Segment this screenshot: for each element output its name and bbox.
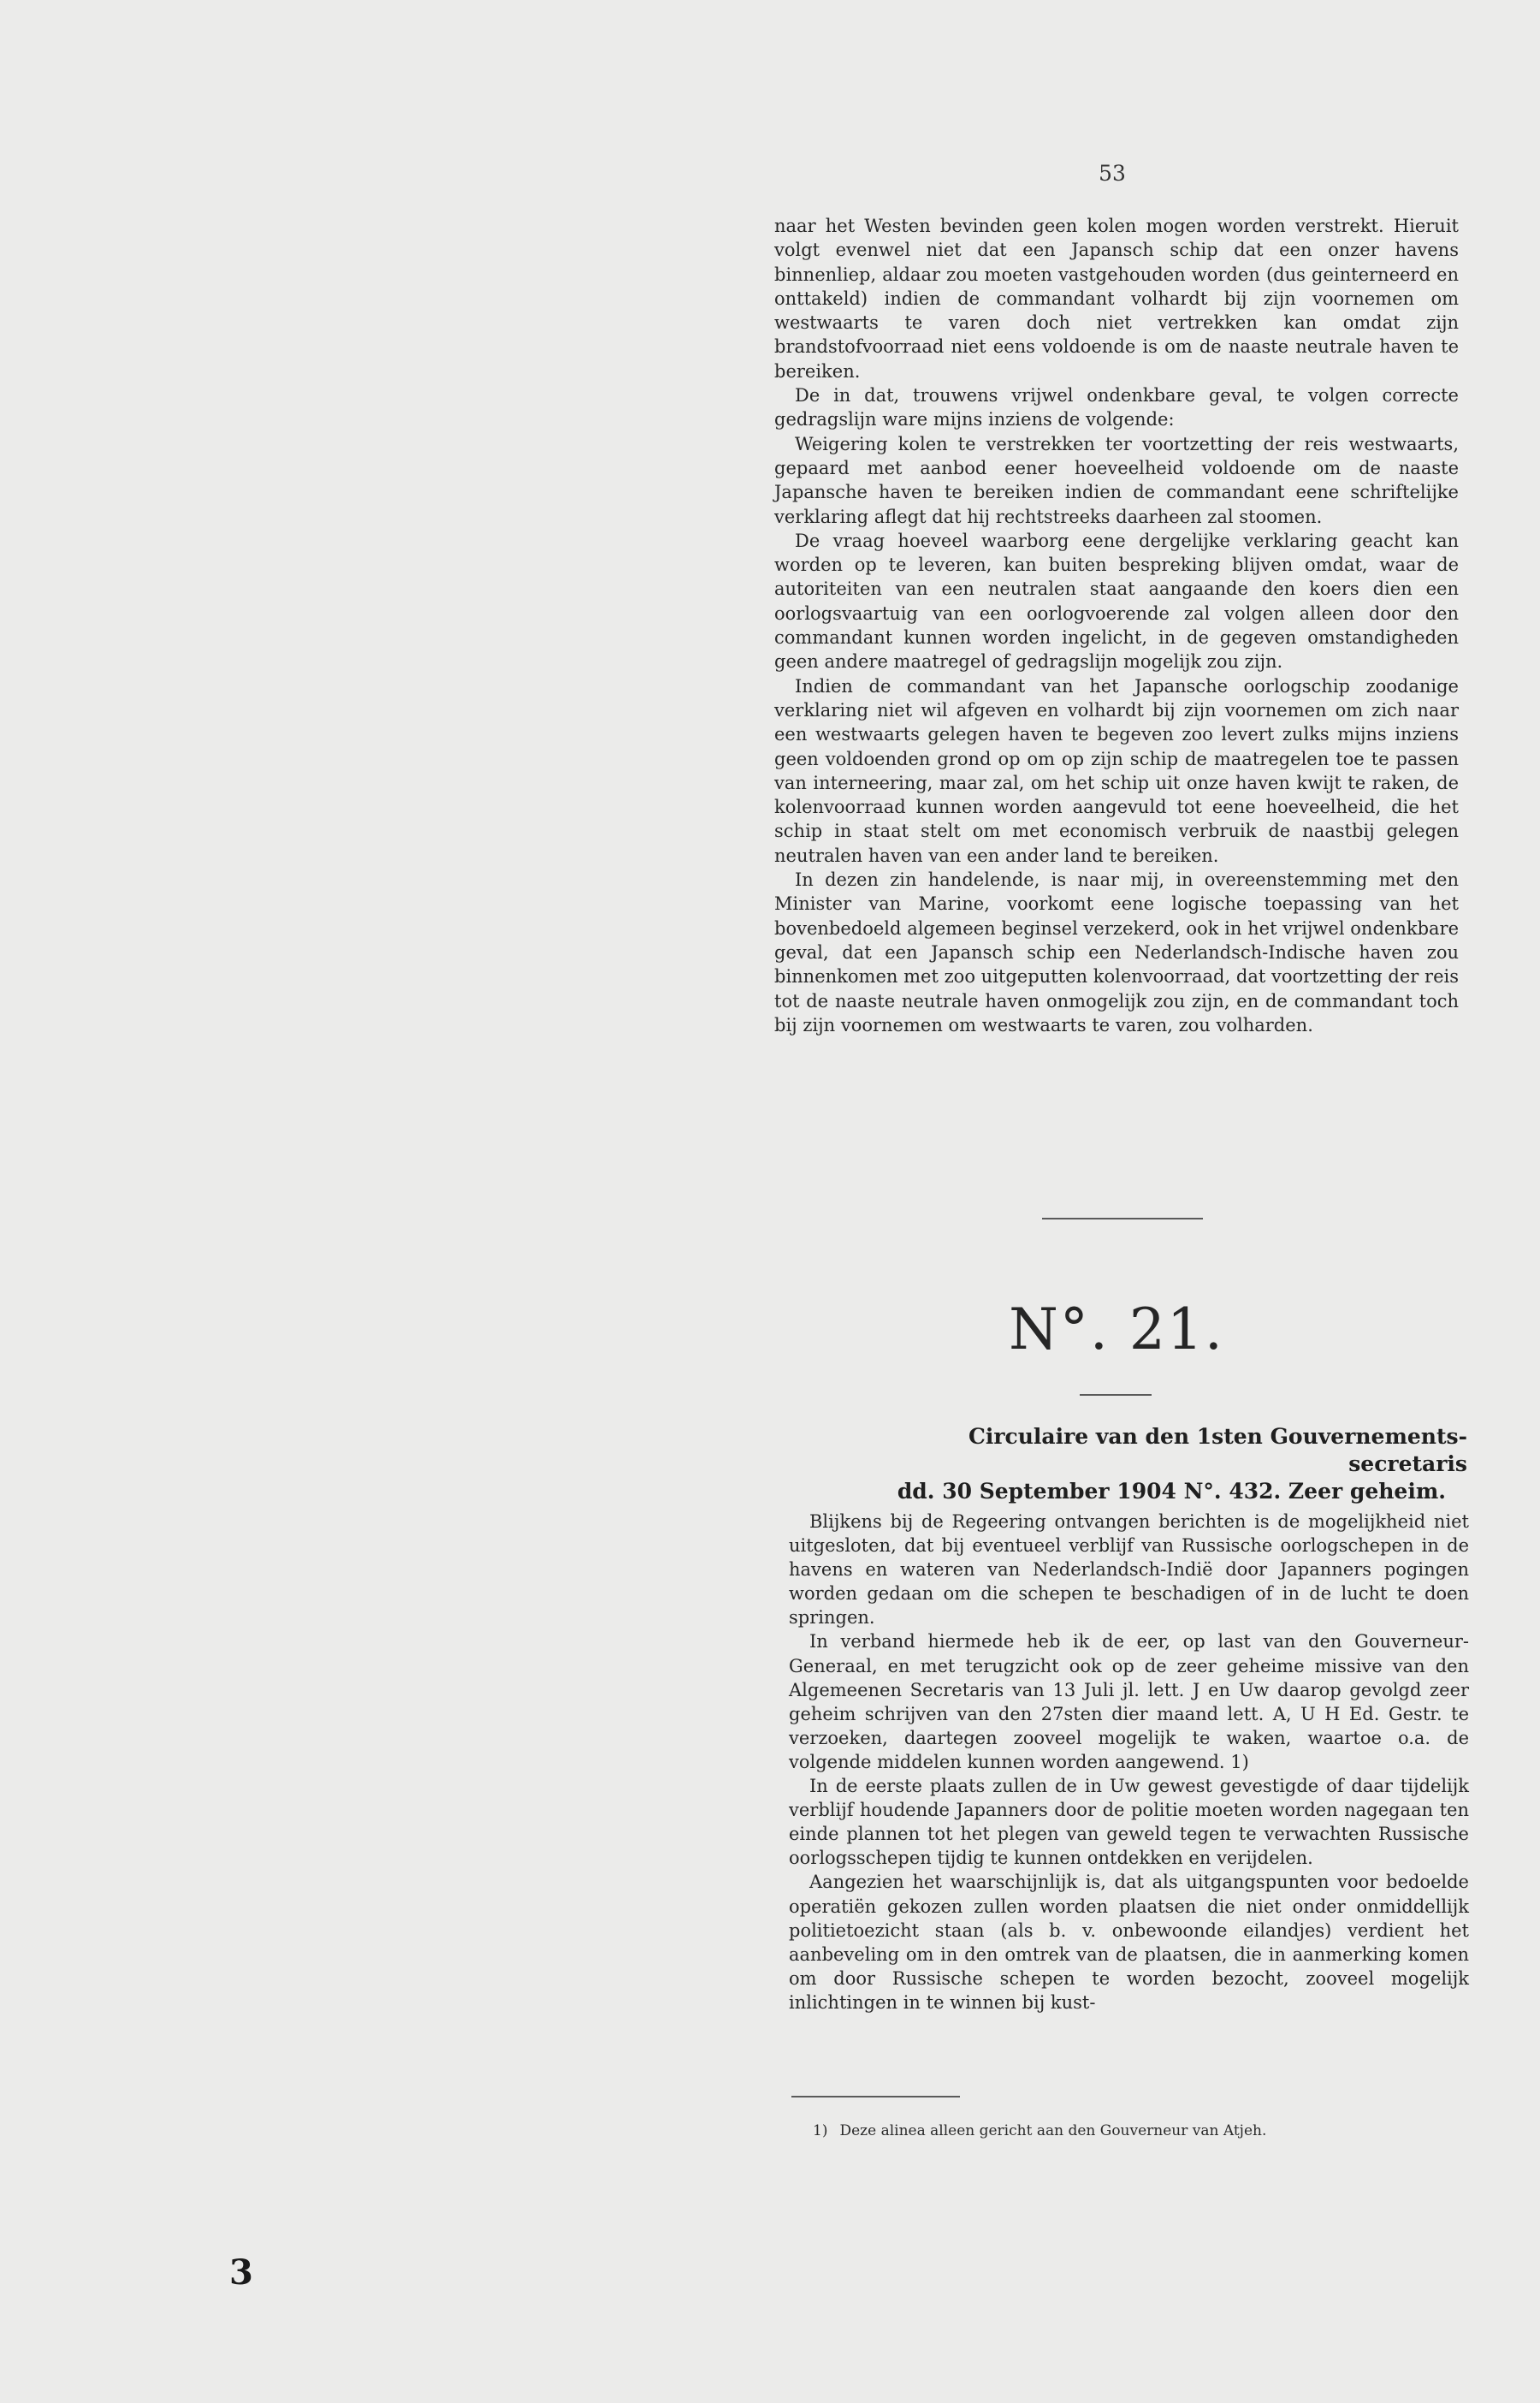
paragraph: In dezen zin handelende, is naar mij, in overeenstemming met den Minister van Marine, voorkomt eene logische toepassing van het bovenbedoeld algemeen beginsel verzekerd, ook in het vrijwel ondenkbare geval, dat een Japansch schip een Nederlandsch-Indische haven zou binnenkomen met zoo uitgeputten kolenvoorraad, dat voortzetting der reis tot de naaste neutrale haven onmogelijk zou zijn, en de commandant toch bij zijn voornemen om westwaarts te varen, zou volharden.	[774, 869, 1459, 1035]
paragraph: Aangezien het waarschijnlijk is, dat als uitgangspunten voor bedoelde operatiën gekozen zullen worden plaatsen die niet onder onmiddellijk politietoezicht staan (als b. v. onbewoonde eilandjes) verdient het aanbeveling om in den omtrek van de plaatsen, die in aanmerking komen om door Russische schepen te worden bezocht, zooveel mogelijk inlichtingen in te winnen bij kust-	[789, 1872, 1469, 2013]
paragraph: In de eerste plaats zullen de in Uw gewest gevestigde of daar tijdelijk verblijf houdende Japanners door de politie moeten worden nagegaan ten einde plannen tot het plegen van geweld tegen te verwachten Russische oorlogsschepen tijdig te kunnen ontdekken en verijdelen.	[789, 1776, 1469, 1869]
paragraph: In verband hiermede heb ik de eer, op last van den Gouverneur-Generaal, en met terugzicht ook op de zeer geheime missive van den Algemeenen Secretaris van 13 Juli jl. lett. J en Uw daarop gevolgd zeer geheim schrijven van den 27sten dier maand lett. A, U H Ed. Gestr. te verzoeken, daartegen zooveel mogelijk te waken, waartoe o.a. de volgende middelen kunnen worden aangewend. 1)	[789, 1631, 1469, 1772]
footnote-divider	[791, 2096, 960, 2097]
section-1-text	[774, 214, 1459, 1037]
paragraph: De vraag hoeveel waarborg eene dergelijke verklaring geacht kan worden op te leveren, kan buiten bespreking blijven omdat, waar de autoriteiten van een neutralen staat aangaande den koers dien een oorlogsvaartuig van een oorlogvoerende zal volgen alleen door den commandant kunnen worden ingelicht, in de gegeven omstandigheden geen andere maatregel of gedragslijn mogelijk zou zijn.	[774, 530, 1459, 673]
footnote	[813, 2121, 1463, 2141]
document-number: N°. 21.	[1009, 1296, 1224, 1362]
paragraph: De in dat, trouwens vrijwel ondenkbare geval, te volgen correcte gedragslijn ware mijns inziens de volgende:	[774, 385, 1459, 430]
number-underline	[1080, 1394, 1152, 1396]
paragraph: naar het Westen bevinden geen kolen mogen worden verstrekt. Hieruit volgt evenwel niet dat een Japansch schip dat een onzer havens binnenliep, aldaar zou moeten vastgehouden worden (dus geinterneerd en onttakeld) indien de commandant volhardt bij zijn voornemen om westwaarts te varen doch niet vertrekken kan omdat zijn brandstofvoorraad niet eens voldoende is om de naaste neutrale haven te bereiken.	[774, 216, 1459, 382]
paragraph: Blijkens bij de Regeering ontvangen berichten is de mogelijkheid niet uitgesloten, dat bij eventueel verblijf van Russische oorlogschepen in de havens en wateren van Nederlandsch-Indië door Japanners pogingen worden gedaan om die schepen te beschadigen of in de lucht te doen springen.	[789, 1511, 1469, 1629]
paragraph: Weigering kolen te verstrekken ter voortzetting der reis westwaarts, gepaard met aanbod eener hoeveelheid voldoende om de naaste Japansche haven te bereiken indien de commandant eene schriftelijke verklaring aflegt dat hij rechtstreeks daarheen zal stoomen.	[774, 433, 1459, 527]
heading-line-2: dd. 30 September 1904 N°. 432. Zeer geheim.	[897, 1479, 1446, 1504]
heading-line-1: Circulaire van den 1sten Gouvernements-secretaris	[968, 1424, 1467, 1476]
signature-mark: 3	[229, 2252, 253, 2293]
footnote-text: Deze alinea alleen gericht aan den Gouverneur van Atjeh.	[839, 2122, 1267, 2139]
page-number: 53	[1099, 161, 1126, 186]
circular-heading	[856, 1423, 1467, 1505]
paragraph: Indien de commandant van het Japansche oorlogschip zoodanige verklaring niet wil afgeven en volhardt bij zijn voornemen om zich naar een westwaarts gelegen haven te begeven zoo levert zulks mijns inziens geen voldoenden grond op om op zijn schip de maatregelen toe te passen van interneering, maar zal, om het schip uit onze haven kwijt te raken, de kolenvoorraad kunnen worden aangevuld tot eene hoeveelheid, die het schip in staat stelt om met economisch verbruik de naastbij gelegen neutralen haven van een ander land te bereiken.	[774, 675, 1459, 866]
section-divider	[1042, 1218, 1203, 1219]
section-2-text	[789, 1510, 1469, 2014]
footnote-marker: 1)	[813, 2122, 828, 2139]
